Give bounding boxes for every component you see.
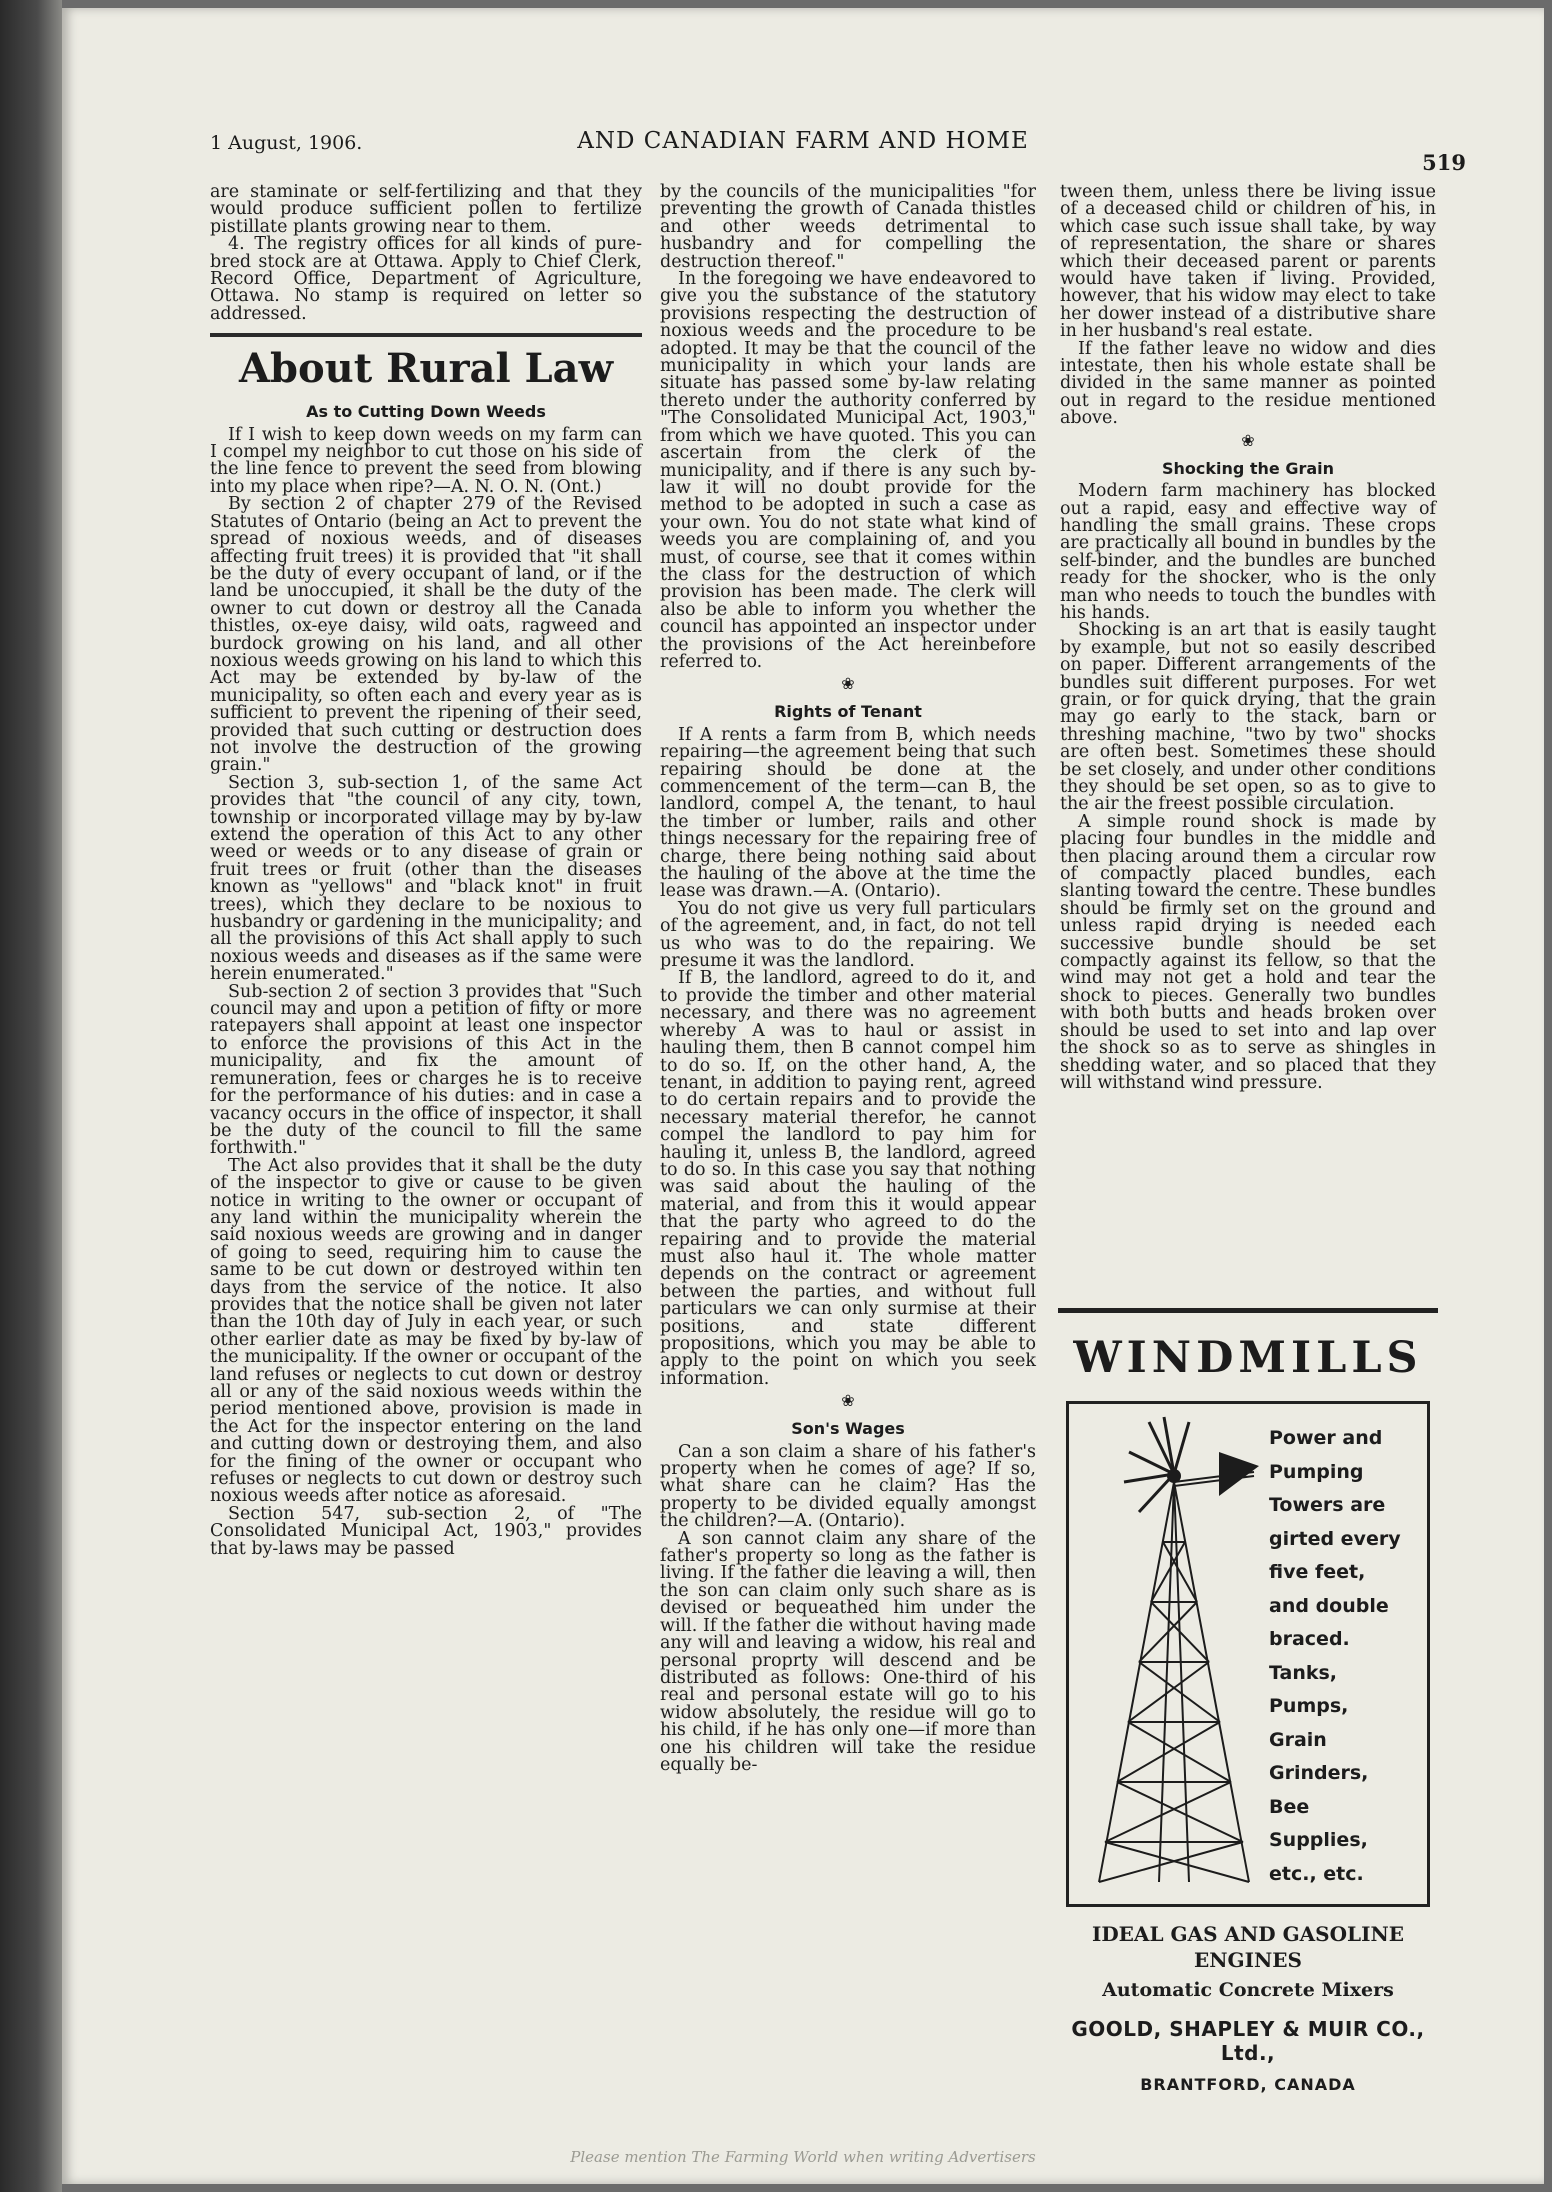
paragraph: A simple round shock is made by placing four bundles in the middle and then placing around them a circular row of compactly placed bundles, each slanting toward the centre. These bundles should be firmly set on the ground and unless rapid drying is needed each successive bundle should be set compactly against its fellow, so that the wind may not get a hold and tear the shock to pieces. Generally two bundles with both butts and heads broken over should be used to set into and lap over the shock so as to serve as shingles in shedding water, and so placed that they will withstand wind pressure. bbox=[1060, 811, 1436, 1093]
ad-city: BRANTFORD, CANADA bbox=[1140, 2075, 1356, 2094]
paragraph: tween them, unless there be living issue of a deceased child or children of his, in which case such issue shall take, by way of representation, the share or shares which their deceased parent or parents would have taken if living. Provided, however, that his widow may elect to take her dower instead of a distributive share in her husband's real estate. bbox=[1060, 182, 1436, 342]
paragraph: 4. The registry offices for all kinds of pure-bred stock are at Ottawa. Apply to Chief Clerk, Record Office, Department of Agriculture, Ottawa. No stamp is required on letter so addressed. bbox=[210, 234, 642, 324]
ad-feature-line: Pumps, bbox=[1269, 1695, 1349, 1717]
ad-feature-line: Grain bbox=[1269, 1728, 1327, 1751]
windmills-advertisement bbox=[1058, 1308, 1438, 2098]
page-footer: Please mention The Farming World when writing Advertisers bbox=[570, 2148, 1036, 2166]
ad-feature-line: Supplies, bbox=[1269, 1829, 1368, 1851]
paragraph: If A rents a farm from B, which needs repairing—the agreement being that such repairing should be done at the commencement of the term—can B, the landlord, compel A, the tenant, to haul the timber or lumber, rails and other things necessary for the repairing free of charge, there being nothing said about the hauling of the above at the time the lease was drawn.—A. (Ontario). bbox=[660, 724, 1036, 902]
paragraph: A son cannot claim any share of the father's property so long as the father is living. If the father die leaving a will, then the son can claim only such share as is devised or bequeathed him under the will. If the father die without having made any will and leaving a widow, his real and personal proprty will descend and be distributed as follows: One-third of his real and personal estate will go to his widow absolutely, the residue will go to his child, if he has only one—if more than one his children will take the residue equally be- bbox=[660, 1528, 1036, 1775]
column-3 bbox=[1060, 184, 1436, 1092]
ad-company: GOOLD, SHAPLEY & MUIR CO., Ltd., bbox=[1071, 2017, 1425, 2065]
ad-top-rule bbox=[1058, 1308, 1438, 1313]
page-number: 519 bbox=[1422, 150, 1466, 175]
page-header bbox=[62, 128, 1544, 175]
paragraph: If I wish to keep down weeds on my farm can I compel my neighbor to cut those on his side of the line fence to prevent the seed from blowing into my place when ripe?—A. N. O. N. (Ont.) bbox=[210, 424, 642, 497]
section-title: About Rural Law bbox=[238, 345, 614, 393]
paragraph: are staminate or self-fertilizing and that they would produce sufficient pollen to fertilize pistillate plants growing near to them. bbox=[210, 182, 642, 237]
ad-feature-line: Grinders, bbox=[1269, 1762, 1369, 1784]
column-1 bbox=[210, 184, 642, 1558]
ad-feature-line: Power and bbox=[1269, 1427, 1383, 1449]
ad-feature-line: Bee bbox=[1269, 1795, 1310, 1818]
paragraph: If the father leave no widow and dies intestate, then his whole estate shall be divided in the same manner as pointed out in regard to the residue mentioned above. bbox=[1060, 338, 1436, 429]
magazine-page bbox=[62, 8, 1544, 2184]
ad-brand: WINDMILLS bbox=[1073, 1333, 1423, 1383]
ornament-icon: ❀ bbox=[841, 674, 855, 694]
ornament-icon: ❀ bbox=[841, 1391, 855, 1411]
ad-feature-line: five feet, bbox=[1269, 1561, 1366, 1583]
ad-feature-list bbox=[1269, 1422, 1429, 1891]
ad-feature-line: and double bbox=[1269, 1594, 1389, 1617]
running-title: AND CANADIAN FARM AND HOME bbox=[577, 128, 1029, 154]
issue-date: 1 August, 1906. bbox=[210, 132, 363, 154]
paragraph: Modern farm machinery has blocked out a rapid, easy and effective way of handling the small grains. These crops are practically all bound in bundles by the self-binder, and the bundles are bunched ready for the shocker, who is the only man who needs to touch the bundles with his hands. bbox=[1060, 481, 1436, 623]
ad-feature-line: Pumping bbox=[1269, 1460, 1364, 1483]
article-subhead: Son's Wages bbox=[791, 1419, 905, 1439]
paragraph: The Act also provides that it shall be the duty of the inspector to give or cause to be given notice in writing to the owner or occupant of any land within the municipality wherein the said noxious weeds are growing and in danger of going to seed, requiring him to cause the same to be cut down or destroyed within ten days from the service of the notice. It also provides that the notice shall be given not later than the 10th day of July in each year, or such other earlier date as may be fixed by by-law of the municipality. If the owner or occupant of the land refuses or neglects to cut down or destroy all or any of the said noxious weeds within the period mentioned above, provision is made in the Act for the inspector entering on the land and cutting down or destroying them, and also for the fining of the owner or occupant who refuses or neglects to cut down or destroy such noxious weeds after notice as aforesaid. bbox=[210, 1155, 642, 1507]
paragraph: Section 3, sub-section 1, of the same Act provides that "the council of any city, town, township or incorporated village may by by-law extend the operation of this Act to any other weed or weeds or to any disease of grain or fruit trees or fruit (other than the diseases known as "yellows" and "black knot" in fruit trees), which they declare to be noxious to husbandry or gardening in the municipality; and all the provisions of this Act shall apply to such noxious weeds and diseases as if the same were herein enumerated." bbox=[210, 772, 642, 985]
paragraph: Sub-section 2 of section 3 provides that "Such council may and upon a petition of fifty or more ratepayers shall appoint at least one inspector to enforce the provisions of this Act in the municipality, and fix the amount of remuneration, fees or charges he is to receive for the performance of his duties: and in case a vacancy occurs in the office of inspector, it shall be the duty of the council to fill the same forthwith." bbox=[210, 981, 642, 1159]
ad-engines-line-1: IDEAL GAS AND GASOLINE bbox=[1091, 1922, 1404, 1946]
paragraph: You do not give us very full particulars of the agreement, and, in fact, do not tell us who was to do the repairing. We presume it was the landlord. bbox=[660, 898, 1036, 972]
section-rule bbox=[210, 333, 642, 337]
ad-illustration-box bbox=[1066, 1401, 1430, 1907]
paragraph: Section 547, sub-section 2, of "The Consolidated Municipal Act, 1903," provides that by-laws may be passed bbox=[210, 1503, 642, 1559]
ad-feature-line: Towers are bbox=[1269, 1494, 1386, 1516]
paragraph: Shocking is an art that is easily taught by example, but not so easily described on paper. Different arrangements of the bundles suit different purposes. For wet grain, or for quick drying, that the grain may go early to the stack, barn or threshing machine, "two by two" shocks are often best. Sometimes these should be set closely, and under other conditions they should be set open, so as to give to the air the freest possible circulation. bbox=[1060, 620, 1436, 815]
column-2 bbox=[660, 184, 1036, 1774]
paragraph: by the councils of the municipalities "for preventing the growth of Canada thistles and other weeds detrimental to husbandry and for compelling the destruction thereof." bbox=[660, 182, 1036, 272]
ad-feature-line: braced. bbox=[1269, 1628, 1350, 1650]
ad-mixers-line: Automatic Concrete Mixers bbox=[1102, 1979, 1394, 2001]
paragraph: By section 2 of chapter 279 of the Revised Statutes of Ontario (being an Act to prevent the spread of noxious weeds, and of diseases affecting fruit trees) it is provided that "it shall be the duty of every occupant of land, or if the land be unoccupied, it shall be the duty of the owner to cut down or destroy all the Canada thistles, ox-eye daisy, wild oats, ragweed and burdock growing on his land, and all other noxious weeds growing on his land to which this Act may be extended by by-law of the municipality, so often each and every year as is sufficient to prevent the ripening of their seed, provided that such cutting or destruction does not involve the destruction of the growing grain." bbox=[210, 494, 642, 776]
paragraph: In the foregoing we have endeavored to give you the substance of the statutory provisions respecting the destruction of noxious weeds and the procedure to be adopted. It may be that the council of the municipality in which your lands are situate has passed some by-law relating thereto under the authority conferred by "The Consolidated Municipal Act, 1903," from which we have quoted. This you can ascertain from the clerk of the municipality, and if there is any such by-law it will no doubt provide for the method to be adopted in such a case as your own. You do not state what kind of weeds you are complaining of, and you must, of course, see that it comes within the class for the destruction of which provision has been made. The clerk will also be able to inform you whether the council has appointed an inspector under the provisions of the Act hereinbefore referred to. bbox=[660, 269, 1036, 672]
windmill-icon bbox=[1079, 1412, 1269, 1892]
paragraph: Can a son claim a share of his father's property when he comes of age? If so, what share can he claim? Has the property to be divided equally amongst the children?—A. (Ontario). bbox=[660, 1441, 1036, 1532]
article-subhead: Rights of Tenant bbox=[774, 702, 922, 722]
ad-feature-line: etc., etc. bbox=[1269, 1862, 1364, 1885]
ad-feature-line: Tanks, bbox=[1269, 1661, 1338, 1684]
book-spine bbox=[0, 0, 62, 2192]
article-subhead: As to Cutting Down Weeds bbox=[306, 402, 546, 422]
ad-engines-line-2: ENGINES bbox=[1194, 1948, 1302, 1972]
ornament-icon: ❀ bbox=[1241, 430, 1255, 450]
article-subhead: Shocking the Grain bbox=[1161, 458, 1335, 478]
paragraph: If B, the landlord, agreed to do it, and to provide the timber and other material necessary, and there was no agreement whereby A was to haul or assist in hauling them, then B cannot compel him to do so. If, on the other hand, A, the tenant, in addition to paying rent, agreed to do certain repairs and to provide the necessary material therefor, he cannot compel the landlord to pay him for hauling it, unless B, the landlord, agreed to do so. In this case you say that nothing was said about the hauling of the material, and from this it would appear that the party who agreed to do the repairing and to provide the material must also haul it. The whole matter depends on the contract or agreement between the parties, and without full particulars we can only surmise at their positions, and state different propositions, which you may be able to apply to the point on which you seek information. bbox=[660, 968, 1036, 1389]
ad-engines-line bbox=[1058, 1921, 1438, 1973]
ad-feature-line: girted every bbox=[1269, 1527, 1401, 1550]
